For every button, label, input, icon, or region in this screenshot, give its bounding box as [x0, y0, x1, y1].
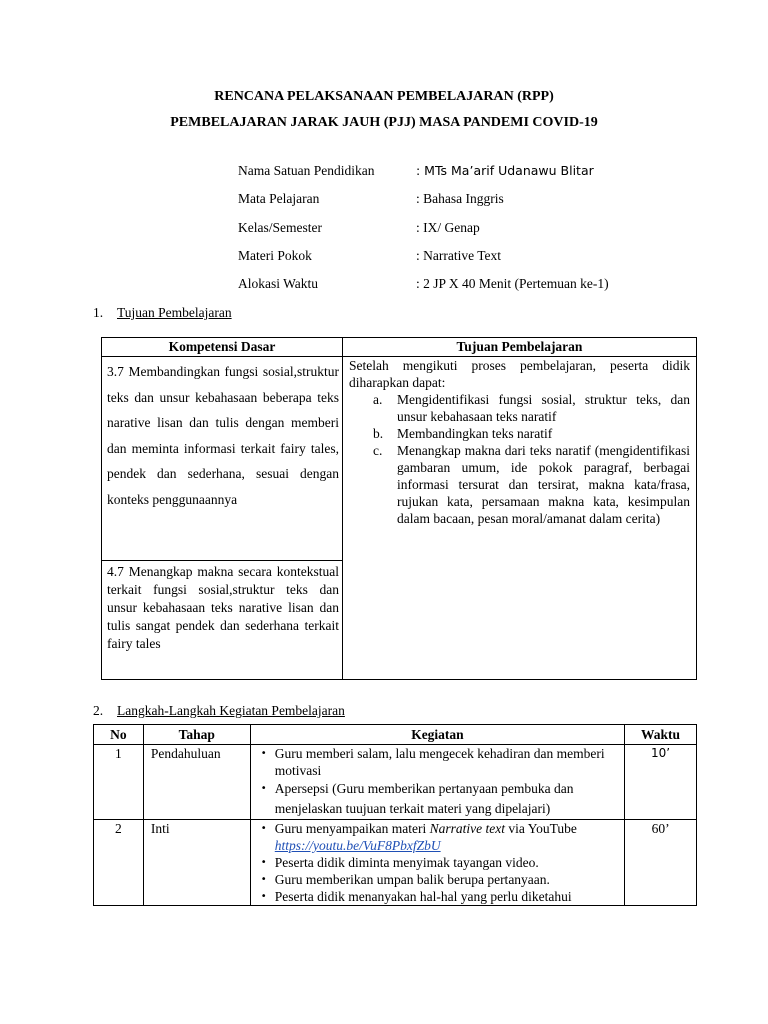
list-item-text: Guru memberi salam, lalu mengecek kehadiran dan memberi motivasi [274, 746, 605, 778]
bullet-icon: • [260, 823, 267, 834]
section-title: Tujuan Pembelajaran [117, 305, 232, 320]
objectives-intro: Setelah mengikuti proses pembelajaran, peserta didik diharapkan dapat: [349, 358, 690, 390]
section-heading-langkah [93, 703, 345, 719]
list-item-italic: Narrative text [429, 821, 505, 836]
table-header-no: No [94, 725, 144, 745]
list-item [259, 779, 624, 819]
bullet-icon: • [260, 874, 267, 885]
list-marker: a. [373, 392, 383, 407]
kd-text: 3.7 Membandingkan fungsi sosial,struktur teks dan unsur kebahasaan beberapa teks narative lisan dan tulis dengan memberi dan meminta informasi terkait fairy tales, pendek dan sederhana, sesuai dengan konteks penggunaannya [107, 364, 339, 507]
list-item [373, 425, 690, 442]
kd-text: 4.7 Menangkap makna secara kontekstual terkait fungsi sosial,struktur teks dan unsur kebahasaan teks narative lisan dan tulis sangat pendek dan sederhana terkait fairy tales [107, 564, 339, 651]
row-stage: Inti [143, 820, 250, 906]
section-title: Langkah-Langkah Kegiatan Pembelajaran [117, 703, 345, 718]
list-item-text: Apersepsi (Guru memberikan pertanyaan pembuka dan menjelaskan tuujuan terkait materi yang dipelajari) [274, 781, 574, 816]
list-marker: b. [373, 426, 384, 441]
list-item-text: Menangkap makna dari teks naratif (mengidentifikasi gambaran umum, ide pokok paragraf, berbagai informasi tersurat dan tersirat, makna kata/frasa, rujukan kata, persamaan makna kata, kesimpulan dalam bacaan, pesan moral/amanat dalam cerita) [397, 443, 690, 526]
list-item [259, 888, 624, 905]
info-label: Mata Pelajaran [238, 191, 320, 206]
table-header-tahap: Tahap [143, 725, 250, 745]
info-label: Kelas/Semester [238, 220, 322, 235]
list-marker: c. [373, 443, 383, 458]
row-time: 60’ [625, 820, 697, 906]
list-item [373, 442, 690, 527]
kd-cell-3-7 [102, 357, 343, 561]
section-number: 2. [93, 703, 104, 718]
info-value: : Narrative Text [416, 248, 502, 263]
row-stage: Pendahuluan [143, 745, 250, 820]
kd-cell-4-7 [102, 561, 343, 680]
document-subtitle: PEMBELAJARAN JARAK JAUH (PJJ) MASA PANDEMI COVID-19 [170, 115, 598, 130]
objectives-cell [343, 357, 697, 680]
info-value: : MTs Ma’arif Udanawu Blitar [416, 163, 594, 178]
list-item-text: via YouTube [504, 821, 577, 836]
list-item-text: Peserta didik diminta menyimak tayangan video. [274, 855, 539, 870]
list-item [259, 745, 624, 779]
bullet-icon: • [260, 748, 267, 759]
list-item-text: Guru memberikan umpan balik berupa pertanyaan. [274, 872, 550, 887]
activities-table [93, 724, 697, 906]
info-value: : 2 JP X 40 Menit (Pertemuan ke-1) [416, 276, 609, 291]
list-item [259, 871, 624, 888]
table-row [94, 820, 697, 906]
objectives-table [101, 337, 697, 680]
document-title: RENCANA PELAKSANAAN PEMBELAJARAN (RPP) [214, 89, 554, 104]
table-header-tujuan: Tujuan Pembelajaran [343, 338, 697, 357]
bullet-icon: • [260, 891, 267, 902]
table-header-kompetensi: Kompetensi Dasar [102, 338, 343, 357]
list-item-text: Guru menyampaikan materi [274, 821, 430, 836]
row-number: 2 [94, 820, 144, 906]
info-label: Alokasi Waktu [238, 276, 319, 291]
table-row [94, 745, 697, 820]
info-value: : Bahasa Inggris [416, 191, 504, 206]
list-item [259, 820, 624, 854]
section-number: 1. [93, 305, 104, 320]
info-label: Nama Satuan Pendidikan [238, 163, 375, 178]
row-activities [250, 820, 624, 906]
list-item [373, 391, 690, 425]
list-item [259, 854, 624, 871]
objectives-list [349, 391, 690, 527]
youtube-link[interactable]: https://youtu.be/VuF8PbxfZbU [274, 838, 441, 853]
bullet-icon: • [260, 783, 267, 794]
row-activities [250, 745, 624, 820]
table-header-waktu: Waktu [625, 725, 697, 745]
info-label: Materi Pokok [238, 248, 312, 263]
list-item-text: Mengidentifikasi fungsi sosial, struktur teks, dan unsur kebahasaan teks naratif [397, 392, 690, 424]
list-item-text: Membandingkan teks naratif [397, 426, 553, 441]
section-heading-tujuan [93, 305, 232, 321]
table-header-kegiatan: Kegiatan [250, 725, 624, 745]
bullet-icon: • [260, 857, 267, 868]
info-value: : IX/ Genap [416, 220, 480, 235]
row-time: 10’ [625, 745, 697, 820]
row-number: 1 [94, 745, 144, 820]
list-item-text: Peserta didik menanyakan hal-hal yang perlu diketahui [274, 889, 572, 904]
